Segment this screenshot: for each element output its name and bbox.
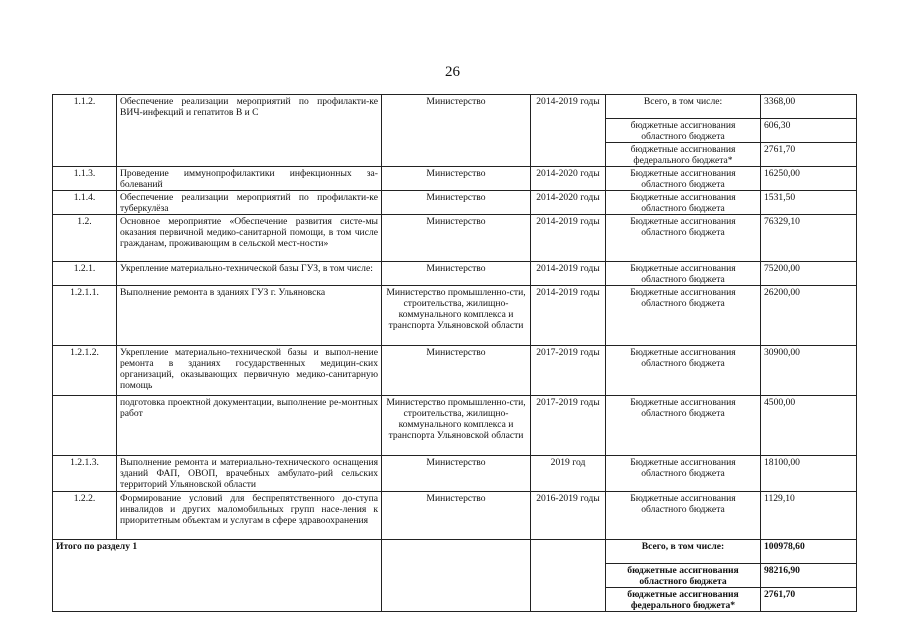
table-row (53, 456, 857, 492)
amount: 75200,00 (761, 262, 857, 286)
measure-name: Выполнение ремонта и материально-технического оснащения зданий ФАП, ОВОП, врачебных амбулато-рий сельских территорий Ульяновской области (117, 456, 382, 492)
funding-source: Бюджетные ассигнования областного бюджета (606, 262, 761, 286)
amount: 4500,00 (761, 396, 857, 456)
funding-source: Всего, в том числе: (606, 95, 761, 119)
measure-name: Обеспечение реализации мероприятий по профилакти-ке туберкулёза (117, 191, 382, 215)
empty-cell (531, 540, 606, 612)
funding-source: Всего, в том числе: (606, 540, 761, 564)
years: 2014-2019 годы (531, 286, 606, 346)
amount: 30900,00 (761, 346, 857, 396)
total-row (53, 540, 857, 564)
row-number: 1.2.1. (53, 262, 117, 286)
table-row (53, 262, 857, 286)
total-label: Итого по разделу 1 (53, 540, 382, 612)
funding-source: Бюджетные ассигнования областного бюджета (606, 492, 761, 540)
executor: Министерство (382, 346, 531, 396)
funding-source: Бюджетные ассигнования областного бюджета (606, 396, 761, 456)
executor: Министерство (382, 215, 531, 262)
executor: Министерство (382, 492, 531, 540)
years: 2014-2020 годы (531, 191, 606, 215)
years: 2017-2019 годы (531, 396, 606, 456)
table-row (53, 396, 857, 456)
years: 2014-2019 годы (531, 262, 606, 286)
funding-source: бюджетные ассигнования областного бюджета (606, 564, 761, 588)
measure-name: Выполнение ремонта в зданиях ГУЗ г. Ульяновска (117, 286, 382, 346)
table-row (53, 167, 857, 191)
years: 2014-2019 годы (531, 215, 606, 262)
empty-cell (382, 540, 531, 612)
amount: 16250,00 (761, 167, 857, 191)
funding-source: Бюджетные ассигнования областного бюджета (606, 456, 761, 492)
executor: Министерство (382, 262, 531, 286)
row-number: 1.2.1.1. (53, 286, 117, 346)
years: 2014-2020 годы (531, 167, 606, 191)
row-number: 1.2.1.2. (53, 346, 117, 396)
measure-name: Проведение иммунопрофилактики инфекционных за-болеваний (117, 167, 382, 191)
measure-name: Укрепление материально-технической базы и выпол-нение ремонта в зданиях государственных медицин-ских организаций, оказывающих первичную медико-санитарную помощь (117, 346, 382, 396)
executor: Министерство (382, 167, 531, 191)
amount: 76329,10 (761, 215, 857, 262)
row-number: 1.1.2. (53, 95, 117, 167)
executor: Министерство промышленно-сти, строительства, жилищно-коммунального комплекса и транспорта Ульяновской области (382, 396, 531, 456)
measure-name: Обеспечение реализации мероприятий по профилакти-ке ВИЧ-инфекций и гепатитов В и С (117, 95, 382, 167)
amount: 1129,10 (761, 492, 857, 540)
table-row (53, 346, 857, 396)
funding-source: бюджетные ассигнования областного бюджета (606, 119, 761, 143)
row-number: 1.2.2. (53, 492, 117, 540)
measure-name: Основное мероприятие «Обеспечение развития систе-мы оказания первичной медико-санитарной помощи, в том числе гражданам, проживающим в сельской мест-ности» (117, 215, 382, 262)
amount: 100978,60 (761, 540, 857, 564)
amount: 2761,70 (761, 588, 857, 612)
table-row (53, 492, 857, 540)
funding-source: Бюджетные ассигнования областного бюджета (606, 191, 761, 215)
row-number: 1.1.4. (53, 191, 117, 215)
amount: 26200,00 (761, 286, 857, 346)
table-row (53, 215, 857, 262)
measure-name: Укрепление материально-технической базы ГУЗ, в том числе: (117, 262, 382, 286)
executor: Министерство промышленно-сти, строительства, жилищно-коммунального комплекса и транспорта Ульяновской области (382, 286, 531, 346)
executor: Министерство (382, 456, 531, 492)
amount: 606,30 (761, 119, 857, 143)
funding-source: Бюджетные ассигнования областного бюджета (606, 167, 761, 191)
row-number (53, 396, 117, 456)
row-number: 1.2.1.3. (53, 456, 117, 492)
measure-name: Формирование условий для беспрепятственного до-ступа инвалидов и других маломобильных групп насе-ления к приоритетным объектам и услугам в сфере здравоохранения (117, 492, 382, 540)
amount: 1531,50 (761, 191, 857, 215)
row-number: 1.1.3. (53, 167, 117, 191)
table-row (53, 95, 857, 119)
years: 2017-2019 годы (531, 346, 606, 396)
funding-source: бюджетные ассигнования федерального бюджета* (606, 588, 761, 612)
row-number: 1.2. (53, 215, 117, 262)
funding-source: Бюджетные ассигнования областного бюджета (606, 286, 761, 346)
funding-source: Бюджетные ассигнования областного бюджета (606, 346, 761, 396)
years: 2016-2019 годы (531, 492, 606, 540)
measure-name: подготовка проектной документации, выполнение ре-монтных работ (117, 396, 382, 456)
amount: 18100,00 (761, 456, 857, 492)
amount: 98216,90 (761, 564, 857, 588)
years: 2019 год (531, 456, 606, 492)
page-number: 26 (445, 64, 460, 80)
funding-source: Бюджетные ассигнования областного бюджета (606, 215, 761, 262)
years: 2014-2019 годы (531, 95, 606, 167)
executor: Министерство (382, 95, 531, 167)
funding-source: бюджетные ассигнования федерального бюджета* (606, 143, 761, 167)
amount: 2761,70 (761, 143, 857, 167)
executor: Министерство (382, 191, 531, 215)
table-row (53, 191, 857, 215)
amount: 3368,00 (761, 95, 857, 119)
table-row (53, 286, 857, 346)
budget-table (52, 94, 857, 612)
